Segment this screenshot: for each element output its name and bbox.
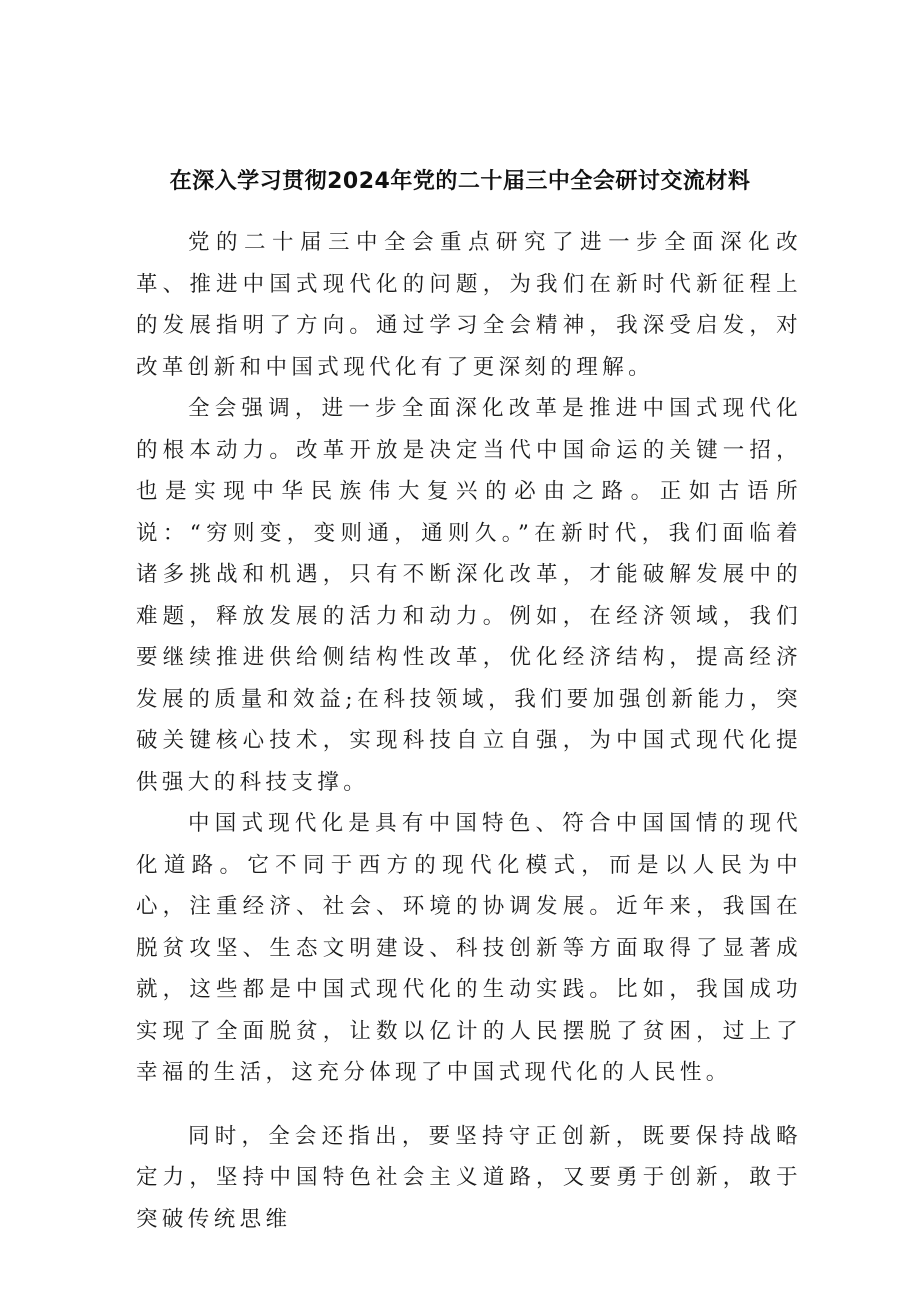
paragraph-2: 全会强调，进一步全面深化改革是推进中国式现代化的根本动力。改革开放是决定当代中国命运的关键一招，也是实现中华民族伟大复兴的必由之路。正如古语所说：“穷则变，变则通，通则久。”在新时代，我们面临着诸多挑战和机遇，只有不断深化改革，才能破解发展中的难题，释放发展的活力和动力。例如，在经济领域，我们要继续推进供给侧结构性改革，优化经济结构，提高经济发展的质量和效益;在科技领域，我们要加强创新能力，突破关键核心技术，实现科技自立自强，为中国式现代化提供强大的科技支撑。 [136,396,802,795]
paragraph-3: 中国式现代化是具有中国特色、符合中国国情的现代化道路。它不同于西方的现代化模式，而是以人民为中心，注重经济、社会、环境的协调发展。近年来，我国在脱贫攻坚、生态文明建设、科技创新等方面取得了显著成就，这些都是中国式现代化的生动实践。比如，我国成功实现了全面脱贫，让数以亿计的人民摆脱了贫困，过上了幸福的生活，这充分体现了中国式现代化的人民性。 [136,811,802,1085]
document-body [136,222,802,1240]
paragraph-1: 党的二十届三中全会重点研究了进一步全面深化改革、推进中国式现代化的问题，为我们在新时代新征程上的发展指明了方向。通过学习全会精神，我深受启发，对改革创新和中国式现代化有了更深刻的理解。 [136,230,802,380]
document-title: 在深入学习贯彻2024年党的二十届三中全会研讨交流材料 [169,169,751,194]
paragraph-4: 同时，全会还指出，要坚持守正创新，既要保持战略定力，坚持中国特色社会主义道路，又要勇于创新，敢于突破传统思维 [136,1123,802,1232]
